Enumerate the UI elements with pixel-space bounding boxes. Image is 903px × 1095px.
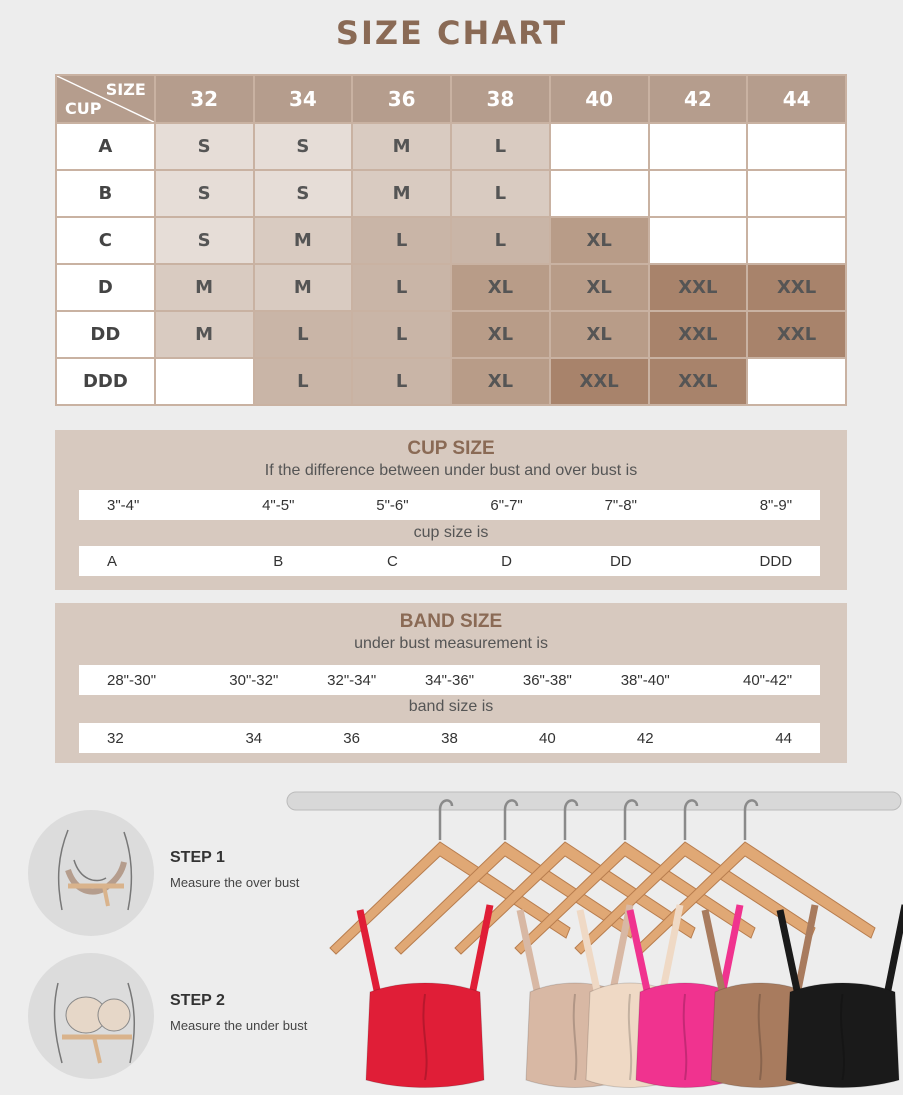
corner-size-label: SIZE xyxy=(105,80,146,99)
size-cell: S xyxy=(254,123,353,170)
band-size-heading: BAND SIZE xyxy=(399,611,503,632)
table-corner-cell xyxy=(56,75,155,123)
size-cell: XXL xyxy=(649,311,748,358)
band-header: 32 xyxy=(155,75,254,123)
difference-value: 7"-8" xyxy=(604,496,637,514)
size-cell: M xyxy=(155,311,254,358)
bras-group xyxy=(360,905,903,1088)
size-cell: XL xyxy=(451,358,550,405)
band-header: 36 xyxy=(352,75,451,123)
size-cell: S xyxy=(155,170,254,217)
size-cell xyxy=(649,170,748,217)
difference-value: 6"-7" xyxy=(490,496,523,514)
cup-size-instruction: If the difference between under bust and over bust is xyxy=(264,462,638,479)
size-cell xyxy=(550,170,649,217)
measurement-value: 36"-38" xyxy=(522,671,572,689)
size-cell: M xyxy=(254,264,353,311)
size-cell: L xyxy=(352,217,451,264)
band-size-instruction: under bust measurement is xyxy=(354,635,548,652)
measurement-value: 34"-36" xyxy=(425,671,475,689)
measurement-value: 32"-34" xyxy=(327,671,377,689)
size-cell xyxy=(550,123,649,170)
clothes-rail xyxy=(287,792,901,810)
size-cell: M xyxy=(352,123,451,170)
step1-illustration xyxy=(28,810,154,936)
size-cell: L xyxy=(254,311,353,358)
bra-strap xyxy=(630,910,648,995)
size-cell xyxy=(747,123,846,170)
band-value: 34 xyxy=(245,729,263,747)
band-header: 42 xyxy=(649,75,748,123)
size-cell: M xyxy=(352,170,451,217)
step2-description: Measure the under bust xyxy=(170,1018,308,1033)
page-title: SIZE CHART xyxy=(335,14,568,52)
band-value: 40 xyxy=(539,729,556,747)
size-cell: XL xyxy=(550,264,649,311)
bras-on-hangers-photo xyxy=(285,780,903,1095)
size-cell: L xyxy=(352,358,451,405)
measurement-value: 30"-32" xyxy=(229,671,279,689)
band-value: 38 xyxy=(441,729,458,747)
corner-cup-label: CUP xyxy=(65,99,102,118)
under-bust-measure-icon xyxy=(28,953,154,1079)
cup-value: A xyxy=(107,552,118,570)
size-cell xyxy=(155,358,254,405)
size-cell: XXL xyxy=(649,358,748,405)
size-cell: M xyxy=(155,264,254,311)
table-row xyxy=(56,217,846,264)
bra-strap xyxy=(887,905,903,995)
size-cell: L xyxy=(254,358,353,405)
cup-value: DD xyxy=(609,552,632,570)
cup-row xyxy=(79,546,820,576)
size-chart-table xyxy=(55,74,847,406)
size-cell xyxy=(747,170,846,217)
cup-size-panel xyxy=(55,430,847,590)
hangers-group xyxy=(330,800,875,954)
cup-value: DDD xyxy=(759,552,793,570)
measurement-row xyxy=(79,665,820,695)
difference-value: 4"-5" xyxy=(262,496,295,514)
band-row xyxy=(79,723,820,753)
size-cell: M xyxy=(254,217,353,264)
size-cell: XL xyxy=(451,264,550,311)
table-row xyxy=(56,358,846,405)
difference-row xyxy=(79,490,820,520)
cup-label: A xyxy=(56,123,155,170)
difference-value: 5"-6" xyxy=(376,496,409,514)
step2-title: STEP 2 xyxy=(170,992,225,1009)
step1-description: Measure the over bust xyxy=(170,875,300,890)
cup-value: B xyxy=(273,552,284,570)
band-size-panel xyxy=(55,603,847,763)
band-value: 44 xyxy=(775,729,793,747)
measurement-value: 28"-30" xyxy=(107,671,157,689)
size-cell: L xyxy=(451,170,550,217)
difference-value: 8"-9" xyxy=(759,496,793,514)
size-cell: XL xyxy=(550,311,649,358)
size-cell xyxy=(649,217,748,264)
measurement-value: 40"-42" xyxy=(743,671,793,689)
table-header-row xyxy=(56,75,846,123)
band-header: 38 xyxy=(451,75,550,123)
band-value: 36 xyxy=(343,729,360,747)
size-cell xyxy=(649,123,748,170)
size-cell xyxy=(747,358,846,405)
size-cell: S xyxy=(254,170,353,217)
size-cell: XXL xyxy=(550,358,649,405)
size-cell: S xyxy=(155,217,254,264)
size-cell: L xyxy=(352,264,451,311)
band-header: 44 xyxy=(747,75,846,123)
cup-label: DDD xyxy=(56,358,155,405)
size-cell: S xyxy=(155,123,254,170)
table-row xyxy=(56,311,846,358)
size-cell: XL xyxy=(451,311,550,358)
table-row xyxy=(56,264,846,311)
cup-label: DD xyxy=(56,311,155,358)
size-cell: XXL xyxy=(649,264,748,311)
band-header: 34 xyxy=(254,75,353,123)
band-value: 42 xyxy=(636,729,654,747)
difference-value: 3"-4" xyxy=(107,496,140,514)
measurement-value: 38"-40" xyxy=(620,671,670,689)
bra-strap xyxy=(705,910,723,995)
cup-size-result-label: cup size is xyxy=(413,524,489,541)
band-value: 32 xyxy=(107,729,124,747)
size-cell: L xyxy=(451,123,550,170)
table-row xyxy=(56,123,846,170)
band-size-result-label: band size is xyxy=(408,698,494,715)
cup-label: C xyxy=(56,217,155,264)
cup-label: B xyxy=(56,170,155,217)
table-row xyxy=(56,170,846,217)
size-cell: XXL xyxy=(747,311,846,358)
cup-value: C xyxy=(387,552,398,570)
step1-title: STEP 1 xyxy=(170,849,225,866)
size-cell: L xyxy=(451,217,550,264)
size-cell: XXL xyxy=(747,264,846,311)
cup-size-heading: CUP SIZE xyxy=(407,438,495,459)
cup-label: D xyxy=(56,264,155,311)
size-cell: L xyxy=(352,311,451,358)
size-cell: XL xyxy=(550,217,649,264)
band-header: 40 xyxy=(550,75,649,123)
over-bust-measure-icon xyxy=(28,810,154,936)
bra-strap xyxy=(472,905,490,995)
step2-illustration xyxy=(28,953,154,1079)
cup-value: D xyxy=(501,552,513,570)
size-cell xyxy=(747,217,846,264)
